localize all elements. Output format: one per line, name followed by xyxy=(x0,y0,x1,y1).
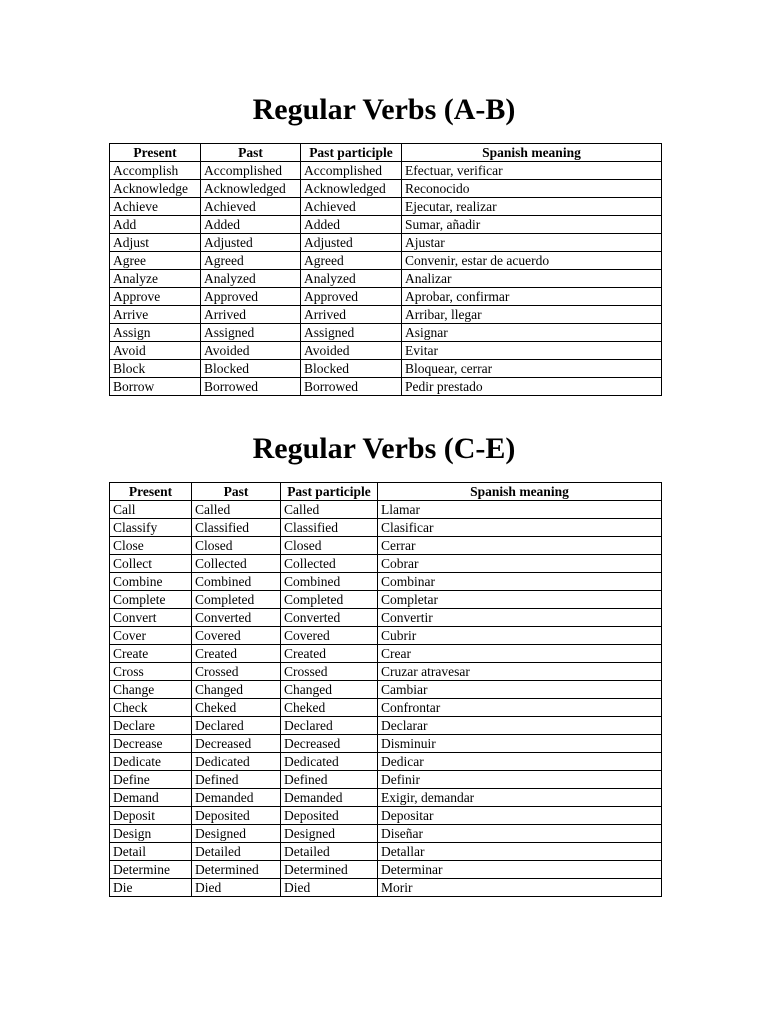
cell-present: Design xyxy=(110,825,192,843)
cell-present: Cross xyxy=(110,663,192,681)
cell-past-participle: Created xyxy=(281,645,378,663)
table-row xyxy=(110,735,662,753)
cell-past-participle: Analyzed xyxy=(301,270,402,288)
table-row xyxy=(110,753,662,771)
table-row xyxy=(110,861,662,879)
table-row xyxy=(110,324,662,342)
cell-present: Arrive xyxy=(110,306,201,324)
cell-spanish-meaning: Confrontar xyxy=(378,699,662,717)
cell-past: Combined xyxy=(192,573,281,591)
cell-spanish-meaning: Depositar xyxy=(378,807,662,825)
cell-past: Determined xyxy=(192,861,281,879)
cell-past-participle: Classified xyxy=(281,519,378,537)
cell-present: Determine xyxy=(110,861,192,879)
cell-spanish-meaning: Analizar xyxy=(402,270,662,288)
cell-spanish-meaning: Ejecutar, realizar xyxy=(402,198,662,216)
cell-present: Borrow xyxy=(110,378,201,396)
column-header-past-participle: Past participle xyxy=(301,144,402,162)
cell-past-participle: Approved xyxy=(301,288,402,306)
cell-past-participle: Converted xyxy=(281,609,378,627)
verbs-table-ab xyxy=(109,143,662,396)
cell-present: Combine xyxy=(110,573,192,591)
column-header-present: Present xyxy=(110,144,201,162)
cell-past-participle: Deposited xyxy=(281,807,378,825)
cell-present: Avoid xyxy=(110,342,201,360)
cell-present: Add xyxy=(110,216,201,234)
cell-past-participle: Arrived xyxy=(301,306,402,324)
table-row xyxy=(110,537,662,555)
cell-present: Approve xyxy=(110,288,201,306)
cell-past: Changed xyxy=(192,681,281,699)
table-row xyxy=(110,573,662,591)
cell-present: Change xyxy=(110,681,192,699)
cell-spanish-meaning: Cambiar xyxy=(378,681,662,699)
cell-present: Convert xyxy=(110,609,192,627)
cell-spanish-meaning: Sumar, añadir xyxy=(402,216,662,234)
cell-past-participle: Cheked xyxy=(281,699,378,717)
table-row xyxy=(110,162,662,180)
cell-spanish-meaning: Pedir prestado xyxy=(402,378,662,396)
cell-past: Assigned xyxy=(201,324,301,342)
cell-present: Deposit xyxy=(110,807,192,825)
cell-past: Deposited xyxy=(192,807,281,825)
cell-spanish-meaning: Asignar xyxy=(402,324,662,342)
cell-present: Adjust xyxy=(110,234,201,252)
cell-past: Achieved xyxy=(201,198,301,216)
column-header-past: Past xyxy=(192,483,281,501)
cell-past-participle: Adjusted xyxy=(301,234,402,252)
cell-past: Crossed xyxy=(192,663,281,681)
cell-present: Collect xyxy=(110,555,192,573)
cell-past: Cheked xyxy=(192,699,281,717)
cell-spanish-meaning: Cruzar atravesar xyxy=(378,663,662,681)
verbs-table-ce xyxy=(109,482,662,897)
table-row xyxy=(110,681,662,699)
table-row xyxy=(110,609,662,627)
cell-present: Acknowledge xyxy=(110,180,201,198)
cell-past-participle: Collected xyxy=(281,555,378,573)
column-header-past: Past xyxy=(201,144,301,162)
table-row xyxy=(110,519,662,537)
cell-past-participle: Decreased xyxy=(281,735,378,753)
cell-present: Declare xyxy=(110,717,192,735)
cell-past-participle: Changed xyxy=(281,681,378,699)
cell-spanish-meaning: Arribar, llegar xyxy=(402,306,662,324)
cell-spanish-meaning: Disminuir xyxy=(378,735,662,753)
cell-present: Classify xyxy=(110,519,192,537)
table-row xyxy=(110,378,662,396)
cell-past: Accomplished xyxy=(201,162,301,180)
cell-spanish-meaning: Diseñar xyxy=(378,825,662,843)
cell-spanish-meaning: Dedicar xyxy=(378,753,662,771)
cell-present: Die xyxy=(110,879,192,897)
cell-past-participle: Assigned xyxy=(301,324,402,342)
cell-present: Agree xyxy=(110,252,201,270)
cell-past: Created xyxy=(192,645,281,663)
cell-past: Collected xyxy=(192,555,281,573)
cell-present: Demand xyxy=(110,789,192,807)
table-row xyxy=(110,555,662,573)
table-row xyxy=(110,342,662,360)
cell-past: Classified xyxy=(192,519,281,537)
cell-present: Check xyxy=(110,699,192,717)
cell-past: Dedicated xyxy=(192,753,281,771)
column-header-spanish-meaning: Spanish meaning xyxy=(402,144,662,162)
table-row xyxy=(110,825,662,843)
cell-past: Died xyxy=(192,879,281,897)
cell-spanish-meaning: Convenir, estar de acuerdo xyxy=(402,252,662,270)
section-title-ce: Regular Verbs (C-E) xyxy=(252,432,516,465)
cell-past: Completed xyxy=(192,591,281,609)
table-row xyxy=(110,627,662,645)
cell-past-participle: Detailed xyxy=(281,843,378,861)
cell-present: Assign xyxy=(110,324,201,342)
cell-past: Called xyxy=(192,501,281,519)
cell-past-participle: Achieved xyxy=(301,198,402,216)
cell-spanish-meaning: Reconocido xyxy=(402,180,662,198)
table-row xyxy=(110,216,662,234)
table-row xyxy=(110,645,662,663)
table-row xyxy=(110,234,662,252)
cell-spanish-meaning: Evitar xyxy=(402,342,662,360)
cell-past-participle: Crossed xyxy=(281,663,378,681)
cell-past: Designed xyxy=(192,825,281,843)
column-header-present: Present xyxy=(110,483,192,501)
table-row xyxy=(110,306,662,324)
table-row xyxy=(110,270,662,288)
cell-present: Define xyxy=(110,771,192,789)
cell-past: Detailed xyxy=(192,843,281,861)
cell-past-participle: Borrowed xyxy=(301,378,402,396)
table-row xyxy=(110,591,662,609)
cell-past-participle: Added xyxy=(301,216,402,234)
cell-spanish-meaning: Aprobar, confirmar xyxy=(402,288,662,306)
cell-past-participle: Blocked xyxy=(301,360,402,378)
table-row xyxy=(110,879,662,897)
cell-spanish-meaning: Ajustar xyxy=(402,234,662,252)
cell-present: Decrease xyxy=(110,735,192,753)
cell-spanish-meaning: Detallar xyxy=(378,843,662,861)
cell-present: Cover xyxy=(110,627,192,645)
table-row xyxy=(110,717,662,735)
cell-spanish-meaning: Definir xyxy=(378,771,662,789)
cell-spanish-meaning: Llamar xyxy=(378,501,662,519)
cell-past: Covered xyxy=(192,627,281,645)
cell-past: Arrived xyxy=(201,306,301,324)
cell-spanish-meaning: Completar xyxy=(378,591,662,609)
cell-past: Converted xyxy=(192,609,281,627)
table-row xyxy=(110,807,662,825)
table-row xyxy=(110,699,662,717)
cell-spanish-meaning: Efectuar, verificar xyxy=(402,162,662,180)
table-row xyxy=(110,288,662,306)
cell-spanish-meaning: Declarar xyxy=(378,717,662,735)
cell-past: Closed xyxy=(192,537,281,555)
cell-past-participle: Dedicated xyxy=(281,753,378,771)
cell-past: Avoided xyxy=(201,342,301,360)
table-row xyxy=(110,771,662,789)
cell-past-participle: Died xyxy=(281,879,378,897)
cell-past: Added xyxy=(201,216,301,234)
cell-past: Decreased xyxy=(192,735,281,753)
header-row xyxy=(110,483,662,501)
cell-past: Declared xyxy=(192,717,281,735)
cell-spanish-meaning: Clasificar xyxy=(378,519,662,537)
table-row xyxy=(110,663,662,681)
cell-spanish-meaning: Cobrar xyxy=(378,555,662,573)
cell-spanish-meaning: Bloquear, cerrar xyxy=(402,360,662,378)
cell-spanish-meaning: Combinar xyxy=(378,573,662,591)
cell-present: Block xyxy=(110,360,201,378)
cell-past: Demanded xyxy=(192,789,281,807)
table-row xyxy=(110,252,662,270)
table-row xyxy=(110,360,662,378)
cell-past-participle: Accomplished xyxy=(301,162,402,180)
cell-present: Close xyxy=(110,537,192,555)
cell-present: Achieve xyxy=(110,198,201,216)
cell-present: Call xyxy=(110,501,192,519)
cell-past-participle: Covered xyxy=(281,627,378,645)
cell-past: Analyzed xyxy=(201,270,301,288)
cell-present: Analyze xyxy=(110,270,201,288)
column-header-past-participle: Past participle xyxy=(281,483,378,501)
cell-present: Create xyxy=(110,645,192,663)
cell-present: Complete xyxy=(110,591,192,609)
cell-spanish-meaning: Crear xyxy=(378,645,662,663)
section-title-ab: Regular Verbs (A-B) xyxy=(252,93,516,126)
cell-past: Borrowed xyxy=(201,378,301,396)
cell-past-participle: Completed xyxy=(281,591,378,609)
cell-spanish-meaning: Exigir, demandar xyxy=(378,789,662,807)
table-row xyxy=(110,843,662,861)
cell-spanish-meaning: Determinar xyxy=(378,861,662,879)
cell-spanish-meaning: Cubrir xyxy=(378,627,662,645)
cell-past: Agreed xyxy=(201,252,301,270)
cell-present: Accomplish xyxy=(110,162,201,180)
table-row xyxy=(110,501,662,519)
cell-spanish-meaning: Cerrar xyxy=(378,537,662,555)
cell-past-participle: Declared xyxy=(281,717,378,735)
cell-past: Adjusted xyxy=(201,234,301,252)
cell-past-participle: Avoided xyxy=(301,342,402,360)
cell-past: Approved xyxy=(201,288,301,306)
cell-past-participle: Designed xyxy=(281,825,378,843)
cell-past-participle: Agreed xyxy=(301,252,402,270)
table-row xyxy=(110,180,662,198)
cell-past-participle: Determined xyxy=(281,861,378,879)
cell-present: Dedicate xyxy=(110,753,192,771)
cell-past-participle: Defined xyxy=(281,771,378,789)
table-row xyxy=(110,789,662,807)
cell-spanish-meaning: Morir xyxy=(378,879,662,897)
cell-past: Defined xyxy=(192,771,281,789)
cell-past-participle: Closed xyxy=(281,537,378,555)
cell-past-participle: Combined xyxy=(281,573,378,591)
cell-past-participle: Demanded xyxy=(281,789,378,807)
column-header-spanish-meaning: Spanish meaning xyxy=(378,483,662,501)
cell-past: Blocked xyxy=(201,360,301,378)
cell-past-participle: Called xyxy=(281,501,378,519)
table-row xyxy=(110,198,662,216)
cell-present: Detail xyxy=(110,843,192,861)
cell-past: Acknowledged xyxy=(201,180,301,198)
header-row xyxy=(110,144,662,162)
cell-past-participle: Acknowledged xyxy=(301,180,402,198)
cell-spanish-meaning: Convertir xyxy=(378,609,662,627)
